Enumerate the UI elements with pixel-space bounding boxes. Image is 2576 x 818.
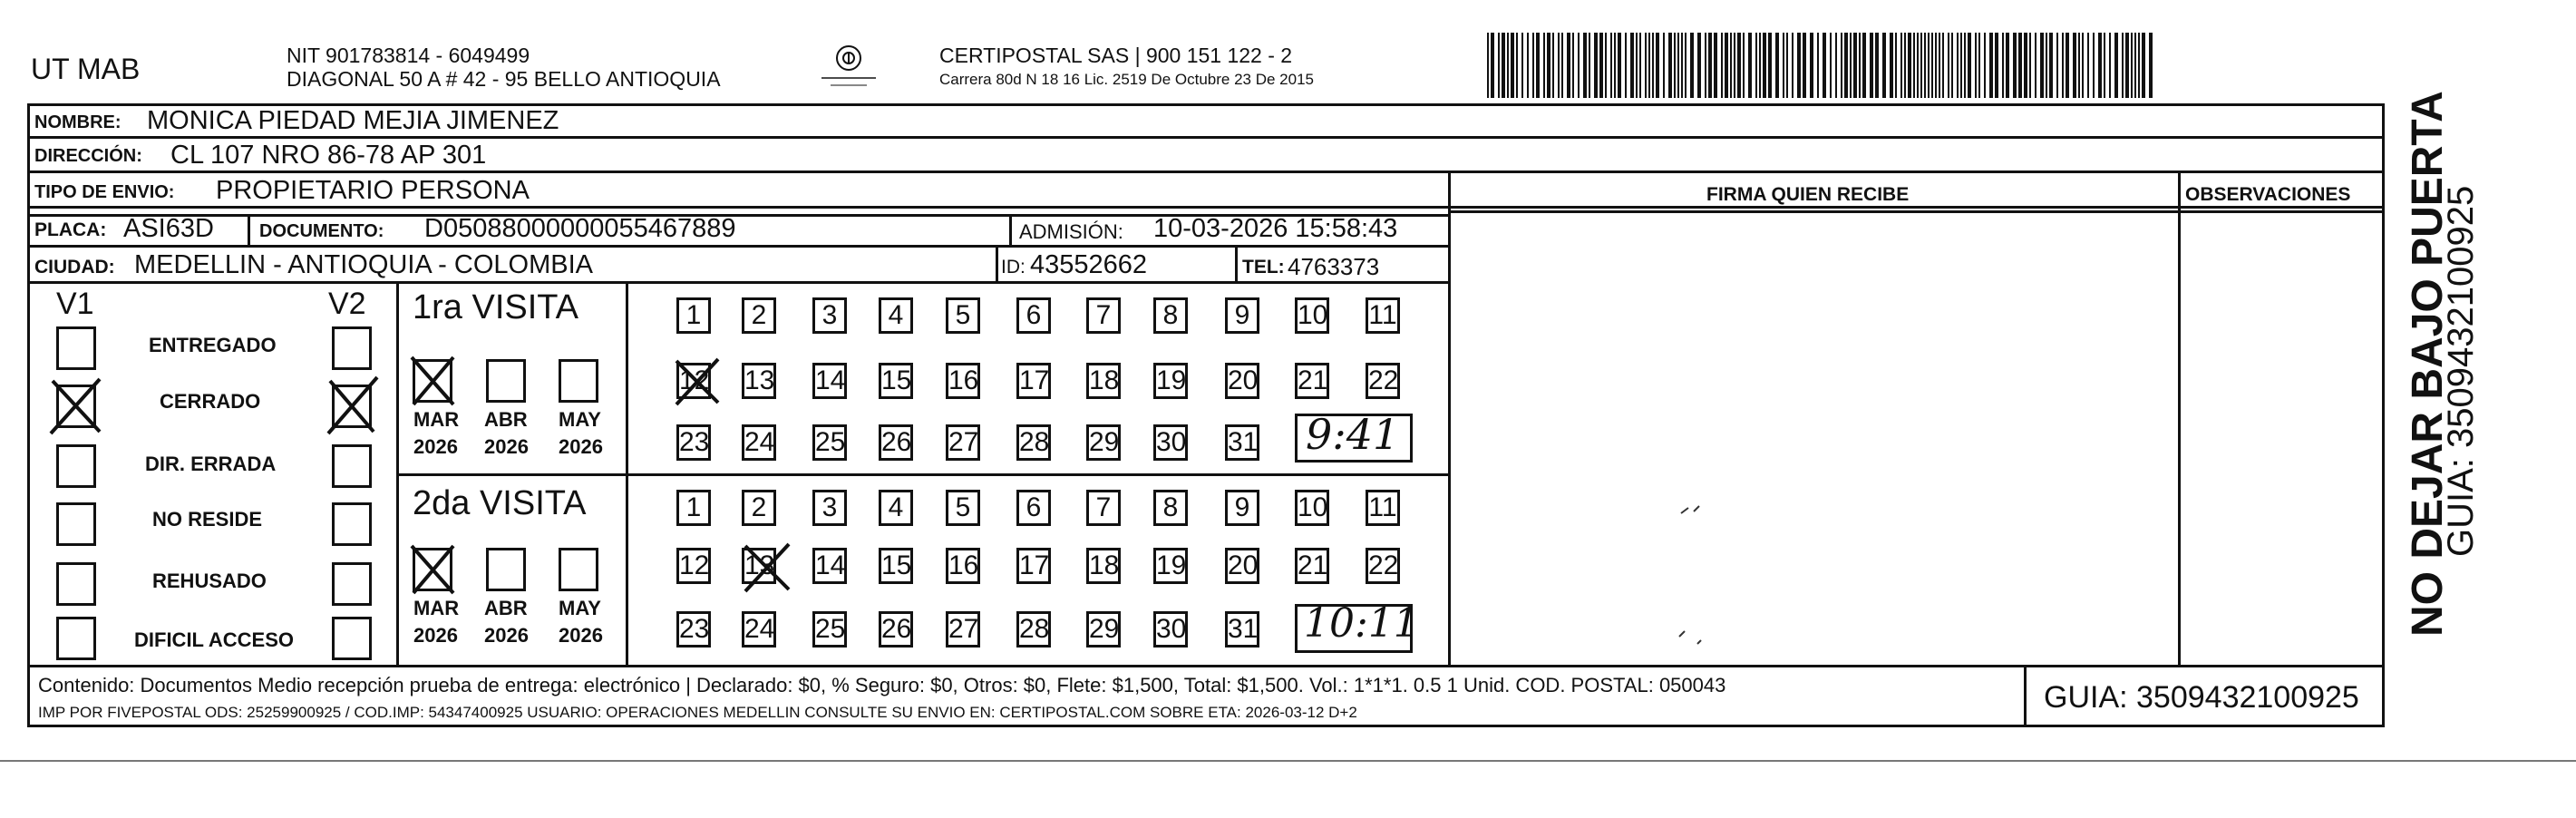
barcode-bar — [1645, 33, 1647, 98]
visit2-day-19[interactable]: 19 — [1153, 548, 1188, 584]
v1-dificil-acceso-checkbox[interactable] — [56, 617, 96, 660]
status-no-reside-label: NO RESIDE — [152, 508, 263, 531]
admision-value: 10-03-2026 15:58:43 — [1153, 214, 1398, 243]
barcode-bar — [1639, 33, 1641, 98]
nombre-value: MONICA PIEDAD MEJIA JIMENEZ — [147, 106, 559, 135]
barcode-bar — [2138, 33, 2140, 98]
barcode-bar — [2093, 33, 2095, 98]
barcode-bar — [2049, 33, 2053, 98]
barcode-bar — [1908, 33, 1911, 98]
footer-guia: GUIA: 3509432100925 — [2044, 680, 2359, 715]
visit1-year-may: 2026 — [559, 435, 603, 458]
visit2-day-29[interactable]: 29 — [1086, 611, 1121, 648]
v1-label: V1 — [56, 287, 94, 321]
visit1-day-31[interactable]: 31 — [1225, 424, 1259, 461]
visit1-day-check-mark — [671, 355, 724, 408]
barcode-bar — [2024, 33, 2027, 98]
visit2-day-18[interactable]: 18 — [1086, 548, 1121, 584]
tipo-value: PROPIETARIO PERSONA — [216, 176, 530, 205]
visit1-day-5[interactable]: 5 — [946, 297, 980, 334]
v2-label: V2 — [328, 287, 366, 321]
barcode-bar — [2066, 33, 2069, 98]
visit1-title: 1ra VISITA — [413, 288, 579, 326]
visit2-day-6[interactable]: 6 — [1016, 490, 1051, 526]
id-value: 43552662 — [1030, 250, 1148, 279]
visit2-time: 10:11 — [1304, 600, 1419, 647]
visit1-day-14[interactable]: 14 — [812, 363, 847, 399]
carrier-logo-icon — [816, 42, 881, 96]
barcode-bar — [1964, 33, 1966, 98]
visit1-day-21[interactable]: 21 — [1295, 363, 1329, 399]
visit2-day-4[interactable]: 4 — [879, 490, 913, 526]
barcode-bar — [1830, 33, 1832, 98]
barcode-bar — [2018, 33, 2022, 98]
v2-cerrado-check-mark — [323, 374, 381, 437]
barcode-bar — [1984, 33, 1986, 98]
barcode-bar — [1841, 33, 1842, 98]
barcode-bar — [1685, 33, 1687, 98]
visit1-day-30[interactable]: 30 — [1153, 424, 1188, 461]
visit2-day-7[interactable]: 7 — [1086, 490, 1121, 526]
barcode-bar — [2046, 33, 2047, 98]
nit-text: NIT 901783814 - 6049499 — [287, 44, 530, 67]
side-guia: GUIA: 3509432100925 — [2441, 185, 2481, 557]
barcode-bar — [1960, 33, 1962, 98]
visit1-day-18[interactable]: 18 — [1086, 363, 1121, 399]
visit1-day-13[interactable]: 13 — [742, 363, 776, 399]
placa-value: ASI63D — [123, 214, 214, 243]
visit1-day-2[interactable]: 2 — [742, 297, 776, 334]
barcode-bar — [1714, 33, 1717, 98]
barcode-bar — [1890, 33, 1893, 98]
visit2-month-may-checkbox[interactable] — [559, 548, 598, 591]
barcode-bar — [1786, 33, 1788, 98]
visit2-year-abr: 2026 — [484, 624, 529, 647]
barcode-bar — [1558, 33, 1560, 98]
barcode-bar — [1942, 33, 1944, 98]
documento-value: D05088000000055467889 — [424, 214, 736, 243]
barcode-bar — [1957, 33, 1959, 98]
visit2-month-may: MAY — [559, 597, 601, 619]
barcode-bar — [2134, 33, 2136, 98]
direccion-label: DIRECCIÓN: — [34, 146, 142, 166]
visit1-day-3[interactable]: 3 — [812, 297, 847, 334]
visit2-day-2[interactable]: 2 — [742, 490, 776, 526]
barcode-bar — [1614, 33, 1616, 98]
visit2-day-8[interactable]: 8 — [1153, 490, 1188, 526]
barcode-bar — [1572, 33, 1574, 98]
footer-imp: IMP POR FIVEPOSTAL ODS: 25259900925 / COD.IMP: 54347400925 USUARIO: OPERACIONES MEDELLIN CONSULTE SU ENVIO EN: CERTIPOSTAL.COM SOBRE ETA: 2026-03-12 D+2 — [38, 704, 1357, 721]
barcode-bar — [2125, 33, 2129, 98]
visit1-time: 9:41 — [1306, 410, 1400, 459]
barcode-bar — [1810, 33, 1813, 98]
barcode-bar — [2082, 33, 2084, 98]
barcode-bar — [1895, 33, 1897, 98]
barcode-bar — [1681, 33, 1683, 98]
barcode-bar — [2109, 33, 2111, 98]
barcode-bar — [1532, 33, 1534, 98]
visit2-day-17[interactable]: 17 — [1016, 548, 1051, 584]
barcode-bar — [2013, 33, 2017, 98]
visit1-day-22[interactable]: 22 — [1366, 363, 1400, 399]
barcode-bar — [1948, 33, 1949, 98]
status-dir-errada-label: DIR. ERRADA — [145, 453, 277, 475]
barcode-bar — [1521, 33, 1523, 98]
barcode-bar — [2087, 33, 2089, 98]
barcode-bar — [1900, 33, 1902, 98]
visit2-day-16[interactable]: 16 — [946, 548, 980, 584]
barcode-bar — [1705, 33, 1706, 98]
visit1-day-20[interactable]: 20 — [1225, 363, 1259, 399]
barcode-bar — [1487, 33, 1489, 98]
visit2-day-20[interactable]: 20 — [1225, 548, 1259, 584]
visit1-day-6[interactable]: 6 — [1016, 297, 1051, 334]
visit1-day-15[interactable]: 15 — [879, 363, 913, 399]
visit1-month-may-checkbox[interactable] — [559, 359, 598, 403]
barcode-bar — [1578, 33, 1580, 98]
barcode-bar — [1583, 33, 1587, 98]
visit1-month-mar: MAR — [413, 408, 460, 431]
barcode-bar — [2142, 33, 2145, 98]
visit1-day-29[interactable]: 29 — [1086, 424, 1121, 461]
visit2-day-10[interactable]: 10 — [1295, 490, 1329, 526]
visit2-day-12[interactable]: 12 — [676, 548, 711, 584]
barcode-bar — [1648, 33, 1650, 98]
barcode-bar — [1536, 33, 1540, 98]
visit1-day-17[interactable]: 17 — [1016, 363, 1051, 399]
visit2-day-31[interactable]: 31 — [1225, 611, 1259, 648]
status-cerrado-label: CERRADO — [160, 390, 261, 413]
visit1-day-25[interactable]: 25 — [812, 424, 847, 461]
barcode-bar — [1674, 33, 1676, 98]
barcode-bar — [1527, 33, 1529, 98]
barcode-bar — [2062, 33, 2064, 98]
barcode-bar — [2114, 33, 2118, 98]
visit2-day-15[interactable]: 15 — [879, 548, 913, 584]
barcode-bar — [1502, 33, 1505, 98]
v2-entregado-checkbox[interactable] — [332, 326, 372, 370]
barcode-bar — [1708, 33, 1712, 98]
status-entregado-label: ENTREGADO — [149, 334, 277, 356]
visit1-day-19[interactable]: 19 — [1153, 363, 1188, 399]
company-name: UT MAB — [31, 53, 141, 85]
visit1-day-28[interactable]: 28 — [1016, 424, 1051, 461]
tel-label: TEL: — [1242, 257, 1285, 278]
tel-value: 4763373 — [1288, 253, 1380, 280]
visit2-month-abr-checkbox[interactable] — [486, 548, 526, 591]
v2-dir-errada-checkbox[interactable] — [332, 444, 372, 488]
visit2-day-11[interactable]: 11 — [1366, 490, 1400, 526]
visit1-month-abr-checkbox[interactable] — [486, 359, 526, 403]
visit2-year-mar: 2026 — [413, 624, 458, 647]
barcode-bar — [1904, 33, 1906, 98]
barcode-bar — [1618, 33, 1621, 98]
visit2-day-5[interactable]: 5 — [946, 490, 980, 526]
barcode — [1487, 33, 2158, 98]
barcode-bar — [1935, 33, 1937, 98]
barcode-bar — [1823, 33, 1826, 98]
barcode-bar — [1835, 33, 1837, 98]
barcode-bar — [1625, 33, 1627, 98]
barcode-bar — [1697, 33, 1701, 98]
barcode-bar — [1721, 33, 1723, 98]
visit1-year-abr: 2026 — [484, 435, 529, 458]
barcode-bar — [1913, 33, 1915, 98]
barcode-bar — [1924, 33, 1926, 98]
barcode-bar — [1516, 33, 1518, 98]
barcode-bar — [1853, 33, 1857, 98]
barcode-bar — [1663, 33, 1665, 98]
barcode-bar — [1748, 33, 1752, 98]
visit1-day-16[interactable]: 16 — [946, 363, 980, 399]
visit2-day-9[interactable]: 9 — [1225, 490, 1259, 526]
barcode-bar — [1882, 33, 1886, 98]
visit2-day-3[interactable]: 3 — [812, 490, 847, 526]
barcode-bar — [2056, 33, 2058, 98]
visit2-mar-check-mark — [406, 540, 461, 599]
observaciones-label: OBSERVACIONES — [2185, 184, 2351, 205]
barcode-bar — [1491, 33, 1494, 98]
v2-rehusado-checkbox[interactable] — [332, 562, 372, 606]
v1-no-reside-checkbox[interactable] — [56, 502, 96, 546]
barcode-bar — [1547, 33, 1550, 98]
v1-dir-errada-checkbox[interactable] — [56, 444, 96, 488]
barcode-bar — [1605, 33, 1607, 98]
visit1-day-10[interactable]: 10 — [1295, 297, 1329, 334]
v1-cerrado-check-mark — [47, 375, 105, 437]
barcode-bar — [1755, 33, 1757, 98]
status-rehusado-label: REHUSADO — [152, 570, 267, 592]
barcode-bar — [1875, 33, 1879, 98]
visit1-day-4[interactable]: 4 — [879, 297, 913, 334]
barcode-bar — [1610, 33, 1612, 98]
barcode-bar — [2002, 33, 2004, 98]
barcode-bar — [1870, 33, 1873, 98]
visit1-day-7[interactable]: 7 — [1086, 297, 1121, 334]
side-no-dejar: NO DEJAR BAJO PUERTA — [2404, 91, 2452, 637]
ciudad-value: MEDELLIN - ANTIOQUIA - COLOMBIA — [134, 250, 593, 279]
barcode-bar — [1656, 33, 1659, 98]
signature-marks — [1677, 499, 1732, 653]
barcode-bar — [1803, 33, 1806, 98]
visit1-day-27[interactable]: 27 — [946, 424, 980, 461]
v2-dificil-acceso-checkbox[interactable] — [332, 617, 372, 660]
visit2-day-26[interactable]: 26 — [879, 611, 913, 648]
barcode-bar — [1931, 33, 1933, 98]
visit1-month-abr: ABR — [484, 408, 528, 431]
barcode-bar — [1594, 33, 1598, 98]
barcode-bar — [1968, 33, 1971, 98]
visit2-day-21[interactable]: 21 — [1295, 548, 1329, 584]
barcode-bar — [1511, 33, 1514, 98]
visit2-day-check-mark — [740, 540, 794, 595]
id-label: ID: — [1001, 257, 1026, 278]
barcode-bar — [1668, 33, 1672, 98]
barcode-bar — [1743, 33, 1745, 98]
barcode-bar — [1939, 33, 1940, 98]
barcode-bar — [1561, 33, 1563, 98]
visit2-day-23[interactable]: 23 — [676, 611, 711, 648]
barcode-bar — [1797, 33, 1801, 98]
barcode-bar — [1507, 33, 1509, 98]
barcode-bar — [1734, 33, 1735, 98]
visit2-year-may: 2026 — [559, 624, 603, 647]
placa-label: PLACA: — [34, 219, 107, 240]
visit2-day-22[interactable]: 22 — [1366, 548, 1400, 584]
barcode-bar — [1725, 33, 1728, 98]
v1-entregado-checkbox[interactable] — [56, 326, 96, 370]
barcode-bar — [1677, 33, 1679, 98]
visit1-day-24[interactable]: 24 — [742, 424, 776, 461]
visit1-day-1[interactable]: 1 — [676, 297, 711, 334]
barcode-bar — [2078, 33, 2080, 98]
tipo-label: TIPO DE ENVIO: — [34, 182, 175, 202]
barcode-bar — [1862, 33, 1866, 98]
barcode-bar — [2029, 33, 2031, 98]
barcode-bar — [1920, 33, 1922, 98]
visit1-day-26[interactable]: 26 — [879, 424, 913, 461]
barcode-bar — [2104, 33, 2105, 98]
barcode-bar — [2040, 33, 2044, 98]
barcode-bar — [1498, 33, 1500, 98]
carrier-logo — [816, 42, 881, 96]
barcode-bar — [1783, 33, 1784, 98]
barcode-bar — [1730, 33, 1732, 98]
admision-label: ADMISIÓN: — [1019, 220, 1123, 243]
visit2-day-13[interactable]: 13 — [742, 548, 776, 584]
barcode-bar — [1775, 33, 1779, 98]
visit1-year-mar: 2026 — [413, 435, 458, 458]
barcode-bar — [1567, 33, 1570, 98]
visit1-mar-check-mark — [406, 352, 461, 410]
barcode-bar — [1817, 33, 1819, 98]
barcode-bar — [1652, 33, 1654, 98]
status-dificil-acceso-label: DIFICIL ACCESO — [134, 628, 295, 651]
barcode-bar — [1768, 33, 1772, 98]
barcode-bar — [1636, 33, 1638, 98]
barcode-bar — [1589, 33, 1590, 98]
visit2-day-25[interactable]: 25 — [812, 611, 847, 648]
barcode-bar — [1759, 33, 1761, 98]
visit1-day-23[interactable]: 23 — [676, 424, 711, 461]
barcode-bar — [1792, 33, 1793, 98]
v2-no-reside-checkbox[interactable] — [332, 502, 372, 546]
visit1-day-12[interactable]: 12 — [676, 363, 711, 399]
nombre-label: NOMBRE: — [34, 112, 122, 132]
barcode-bar — [1928, 33, 1930, 98]
barcode-bar — [1859, 33, 1861, 98]
barcode-bar — [2098, 33, 2102, 98]
visit2-day-30[interactable]: 30 — [1153, 611, 1188, 648]
visit1-month-may: MAY — [559, 408, 601, 431]
ciudad-label: CIUDAD: — [34, 257, 115, 278]
barcode-bar — [1917, 33, 1919, 98]
carrier-name: CERTIPOSTAL SAS | 900 151 122 - 2 — [939, 44, 1293, 67]
direccion-value: CL 107 NRO 86-78 AP 301 — [170, 141, 487, 170]
visit1-day-8[interactable]: 8 — [1153, 297, 1188, 334]
visit2-day-24[interactable]: 24 — [742, 611, 776, 648]
barcode-bar — [1995, 33, 1998, 98]
barcode-bar — [1690, 33, 1694, 98]
visit2-day-28[interactable]: 28 — [1016, 611, 1051, 648]
barcode-bar — [1978, 33, 1980, 98]
visit2-title: 2da VISITA — [413, 484, 587, 522]
documento-label: DOCUMENTO: — [259, 221, 384, 241]
visit2-month-mar: MAR — [413, 597, 460, 619]
barcode-bar — [1630, 33, 1634, 98]
barcode-bar — [1737, 33, 1741, 98]
barcode-bar — [1951, 33, 1953, 98]
sender-address: DIAGONAL 50 A # 42 - 95 BELLO ANTIOQUIA — [287, 67, 721, 91]
barcode-bar — [2006, 33, 2009, 98]
visit2-day-27[interactable]: 27 — [946, 611, 980, 648]
barcode-bar — [1989, 33, 1993, 98]
bottom-rule — [0, 760, 2576, 762]
visit2-day-14[interactable]: 14 — [812, 548, 847, 584]
barcode-bar — [1850, 33, 1852, 98]
barcode-bar — [1552, 33, 1554, 98]
visit2-month-abr: ABR — [484, 597, 528, 619]
v1-rehusado-checkbox[interactable] — [56, 562, 96, 606]
visit1-day-11[interactable]: 11 — [1366, 297, 1400, 334]
barcode-bar — [1543, 33, 1545, 98]
barcode-bar — [2035, 33, 2036, 98]
firma-label: FIRMA QUIEN RECIBE — [1706, 184, 1910, 205]
visit1-day-9[interactable]: 9 — [1225, 297, 1259, 334]
visit2-day-1[interactable]: 1 — [676, 490, 711, 526]
barcode-bar — [2131, 33, 2133, 98]
barcode-bar — [1763, 33, 1766, 98]
barcode-bar — [2073, 33, 2076, 98]
barcode-bar — [2122, 33, 2124, 98]
barcode-bar — [2149, 33, 2153, 98]
carrier-license: Carrera 80d N 18 16 Lic. 2519 De Octubre 23 De 2015 — [939, 71, 1314, 88]
barcode-bar — [1975, 33, 1977, 98]
footer-contenido: Contenido: Documentos Medio recepción prueba de entrega: electrónico | Declarado: $0, % Seguro: $0, Otros: $0, Flete: $1,500, Total: $1,500. Vol.: 1*1*1. 0.5 1 Unid. COD. POSTAL: 050043 — [38, 674, 1726, 696]
barcode-bar — [1844, 33, 1848, 98]
barcode-bar — [1599, 33, 1603, 98]
